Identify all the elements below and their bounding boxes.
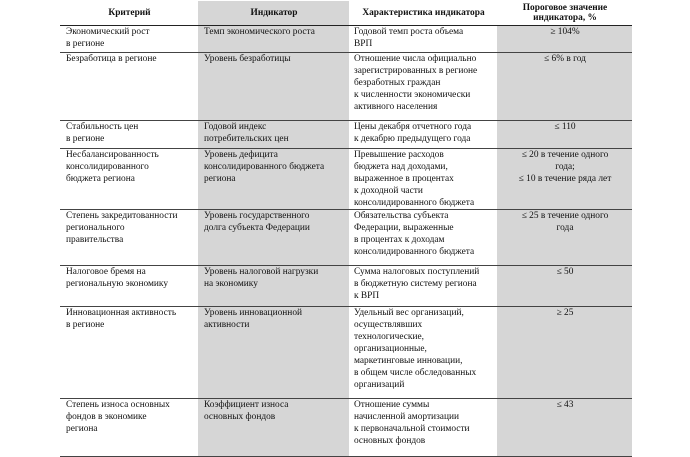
characteristic-line: зарегистрированных в регионе bbox=[354, 66, 478, 76]
threshold-line: ≥ 25 bbox=[556, 308, 574, 318]
indicator-line: региона bbox=[204, 174, 236, 184]
criterion-line: бюджета региона bbox=[66, 174, 135, 184]
characteristic-line: Превышение расходов bbox=[354, 150, 444, 160]
characteristic-line: в бюджетную систему региона bbox=[354, 279, 477, 289]
table-row bbox=[60, 149, 632, 210]
criterion-line: Стабильность цен bbox=[66, 122, 139, 132]
characteristic-line: основных фондов bbox=[354, 436, 426, 446]
characteristic-line: бюджета над доходами, bbox=[354, 162, 448, 172]
criterion-cell bbox=[60, 307, 198, 399]
threshold-cell bbox=[497, 307, 632, 399]
criterion-line: Экономический рост bbox=[66, 27, 150, 37]
header-criterion: Критерий bbox=[60, 1, 198, 26]
characteristic-line: Отношение числа официально bbox=[354, 54, 477, 64]
criterion-line: в регионе bbox=[66, 320, 105, 330]
table-body bbox=[60, 26, 632, 457]
criterion-line: Налоговое бремя на bbox=[66, 267, 146, 277]
characteristic-line: в общем числе обследованных bbox=[354, 368, 477, 378]
criterion-line: Степень износа основных bbox=[66, 400, 170, 410]
table-row bbox=[60, 399, 632, 457]
threshold-cell bbox=[497, 266, 632, 307]
characteristic-line: Федерации, выраженные bbox=[354, 223, 454, 233]
criterion-line: фондов в экономике bbox=[66, 412, 147, 422]
characteristic-line: выраженное в процентах bbox=[354, 174, 454, 184]
threshold-line: ≤ 50 bbox=[556, 267, 574, 277]
threshold-line: ≤ 6% в год bbox=[544, 54, 586, 64]
characteristic-cell bbox=[349, 307, 497, 399]
criterion-line: регионального bbox=[66, 223, 125, 233]
indicator-cell bbox=[198, 149, 349, 210]
characteristic-line: Удельный вес организаций, bbox=[354, 308, 464, 318]
table-row bbox=[60, 210, 632, 266]
characteristic-line: организационные, bbox=[354, 344, 427, 354]
table-row bbox=[60, 53, 632, 121]
threshold-cell bbox=[497, 121, 632, 149]
criterion-line: Инновационная активность bbox=[66, 308, 177, 318]
threshold-line: ≥ 104% bbox=[550, 27, 580, 37]
characteristic-line: к ВРП bbox=[354, 291, 380, 301]
criterion-line: в регионе bbox=[66, 39, 105, 49]
threshold-line: ≤ 43 bbox=[556, 400, 574, 410]
header-threshold-line: Пороговое значение bbox=[522, 2, 608, 13]
threshold-cell bbox=[497, 53, 632, 121]
characteristic-line: активного населения bbox=[354, 102, 438, 112]
threshold-line: ≤ 25 в течение одного bbox=[521, 211, 609, 221]
threshold-cell bbox=[497, 149, 632, 210]
indicator-line: Коэффициент износа bbox=[204, 400, 289, 410]
characteristic-cell bbox=[349, 210, 497, 266]
threshold-line: года bbox=[556, 223, 574, 233]
characteristic-line: начисленной амортизации bbox=[354, 412, 459, 422]
characteristic-line: Цены декабря отчетного года bbox=[354, 122, 472, 132]
criterion-line: правительства bbox=[66, 235, 124, 245]
characteristic-line: безработных граждан bbox=[354, 78, 441, 88]
characteristic-line: Обязательства субъекта bbox=[354, 211, 449, 221]
characteristic-line: к доходной части bbox=[354, 186, 423, 196]
indicator-line: Годовой индекс bbox=[204, 122, 267, 132]
characteristic-line: осуществлявших bbox=[354, 320, 423, 330]
criterion-cell bbox=[60, 121, 198, 149]
characteristic-cell bbox=[349, 149, 497, 210]
indicator-cell bbox=[198, 121, 349, 149]
characteristic-line: организаций bbox=[354, 380, 405, 390]
table-row bbox=[60, 121, 632, 149]
criterion-cell bbox=[60, 266, 198, 307]
header-indicator: Индикатор bbox=[198, 1, 349, 26]
characteristic-line: Отношение суммы bbox=[354, 400, 430, 410]
criterion-cell bbox=[60, 53, 198, 121]
indicator-cell bbox=[198, 307, 349, 399]
indicator-cell bbox=[198, 26, 349, 53]
indicator-cell bbox=[198, 399, 349, 457]
characteristic-cell bbox=[349, 53, 497, 121]
criterion-cell bbox=[60, 26, 198, 53]
characteristic-line: к первоначальной стоимости bbox=[354, 424, 470, 434]
characteristic-line: маркетинговые инновации, bbox=[354, 356, 463, 366]
indicator-line: долга субъекта Федерации bbox=[204, 223, 310, 233]
criterion-cell bbox=[60, 210, 198, 266]
criterion-cell bbox=[60, 399, 198, 457]
criterion-line: Несбалансированность bbox=[66, 150, 159, 160]
characteristic-line: ВРП bbox=[354, 39, 373, 49]
characteristic-line: к декабрю предыдущего года bbox=[354, 134, 471, 144]
table-row bbox=[60, 307, 632, 399]
indicator-cell bbox=[198, 210, 349, 266]
characteristic-line: к численности экономически bbox=[354, 90, 471, 100]
indicator-line: Уровень государственного bbox=[204, 211, 310, 221]
indicator-line: консолидированного бюджета bbox=[204, 162, 325, 172]
indicator-line: Темп экономического роста bbox=[204, 27, 315, 37]
criterion-line: Степень закредитованности bbox=[66, 211, 178, 221]
characteristic-line: Годовой темп роста объема bbox=[354, 27, 464, 37]
indicator-line: Уровень безработицы bbox=[204, 54, 291, 64]
threshold-line: года; bbox=[555, 162, 575, 172]
header-characteristic: Характеристика индикатора bbox=[349, 1, 497, 26]
characteristic-line: Сумма налоговых поступлений bbox=[354, 267, 480, 277]
criterion-line: консолидированного bbox=[66, 162, 149, 172]
threshold-cell bbox=[497, 210, 632, 266]
table-row bbox=[60, 266, 632, 307]
criterion-line: Безработица в регионе bbox=[66, 54, 157, 64]
criterion-cell bbox=[60, 149, 198, 210]
characteristic-line: в процентах к доходам bbox=[354, 235, 445, 245]
characteristic-cell bbox=[349, 121, 497, 149]
indicator-line: Уровень налоговой нагрузки bbox=[204, 267, 319, 277]
threshold-line: ≤ 10 в течение ряда лет bbox=[518, 174, 612, 184]
indicator-line: потребительских цен bbox=[204, 134, 289, 144]
indicator-table bbox=[60, 1, 632, 457]
table-header-row bbox=[60, 1, 632, 26]
header-threshold bbox=[497, 1, 632, 26]
characteristic-line: консолидированного бюджета bbox=[354, 247, 475, 257]
header-threshold-line: индикатора, % bbox=[533, 13, 597, 23]
indicator-line: основных фондов bbox=[204, 412, 276, 422]
characteristic-cell bbox=[349, 399, 497, 457]
threshold-cell bbox=[497, 26, 632, 53]
criterion-line: региональную экономику bbox=[66, 279, 169, 289]
threshold-line: ≤ 20 в течение одного bbox=[521, 150, 609, 160]
criterion-line: региона bbox=[66, 424, 98, 434]
indicator-line: Уровень инновационной bbox=[204, 308, 303, 318]
criterion-line: в регионе bbox=[66, 134, 105, 144]
characteristic-line: консолидированного бюджета bbox=[354, 198, 475, 208]
threshold-line: ≤ 110 bbox=[554, 122, 576, 132]
document-page bbox=[60, 1, 632, 457]
indicator-cell bbox=[198, 53, 349, 121]
threshold-cell bbox=[497, 399, 632, 457]
indicator-line: активности bbox=[204, 320, 250, 330]
indicator-line: Уровень дефицита bbox=[204, 150, 278, 160]
characteristic-cell bbox=[349, 26, 497, 53]
indicator-line: на экономику bbox=[204, 279, 258, 289]
indicator-cell bbox=[198, 266, 349, 307]
table-row bbox=[60, 26, 632, 53]
characteristic-line: технологические, bbox=[354, 332, 424, 342]
characteristic-cell bbox=[349, 266, 497, 307]
